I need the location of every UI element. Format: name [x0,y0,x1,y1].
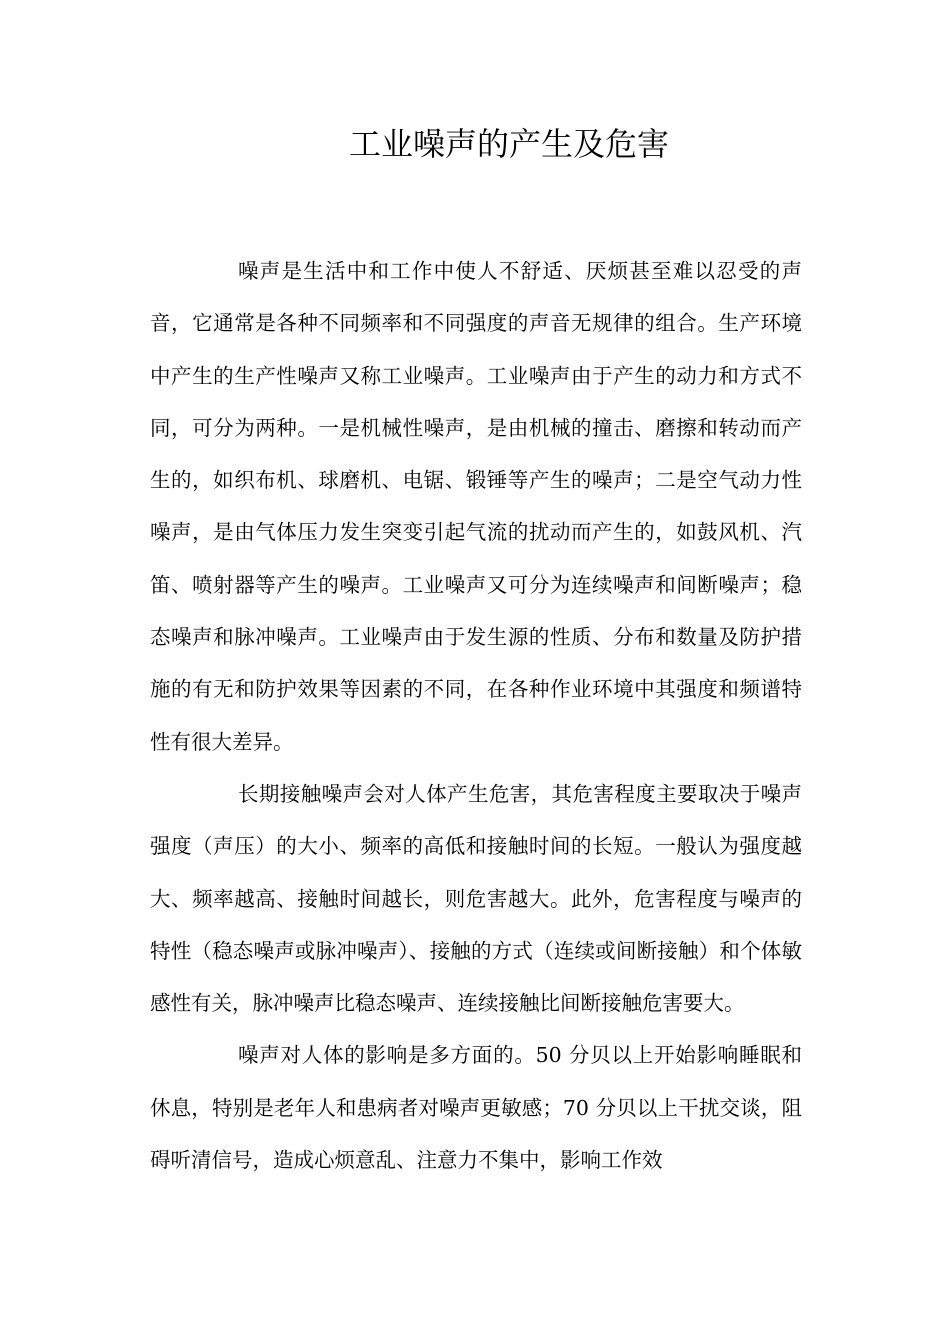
document-body [150,245,802,1186]
paragraph-noise-effects: 噪声对人体的影响是多方面的。50 分贝以上开始影响睡眠和休息，特别是老年人和患病者对噪声更敏感；70 分贝以上干扰交谈，阻碍听清信号，造成心烦意乱、注意力不集中，影响工作效 [150,1043,802,1173]
paragraph-noise-definition: 噪声是生活中和工作中使人不舒适、厌烦甚至难以忍受的声音，它通常是各种不同频率和不同强度的声音无规律的组合。生产环境中产生的生产性噪声又称工业噪声。工业噪声由于产生的动力和方式不同，可分为两种。一是机械性噪声，是由机械的撞击、磨擦和转动而产生的，如织布机、球磨机、电锯、锻锤等产生的噪声；二是空气动力性噪声，是由气体压力发生突变引起气流的扰动而产生的，如鼓风机、汽笛、喷射器等产生的噪声。工业噪声又可分为连续噪声和间断噪声；稳态噪声和脉冲噪声。工业噪声由于发生源的性质、分布和数量及防护措施的有无和防护效果等因素的不同，在各种作业环境中其强度和频谱特性有很大差异。 [150,259,802,754]
paragraph-noise-hazard: 长期接触噪声会对人体产生危害，其危害程度主要取决于噪声强度（声压）的大小、频率的高低和接触时间的长短。一般认为强度越大、频率越高、接触时间越长，则危害越大。此外，危害程度与噪声的特性（稳态噪声或脉冲噪声）、接触的方式（连续或间断接触）和个体敏感性有关，脉冲噪声比稳态噪声、连续接触比间断接触危害要大。 [150,781,802,1016]
document-title: 工业噪声的产生及危害 [348,125,669,163]
